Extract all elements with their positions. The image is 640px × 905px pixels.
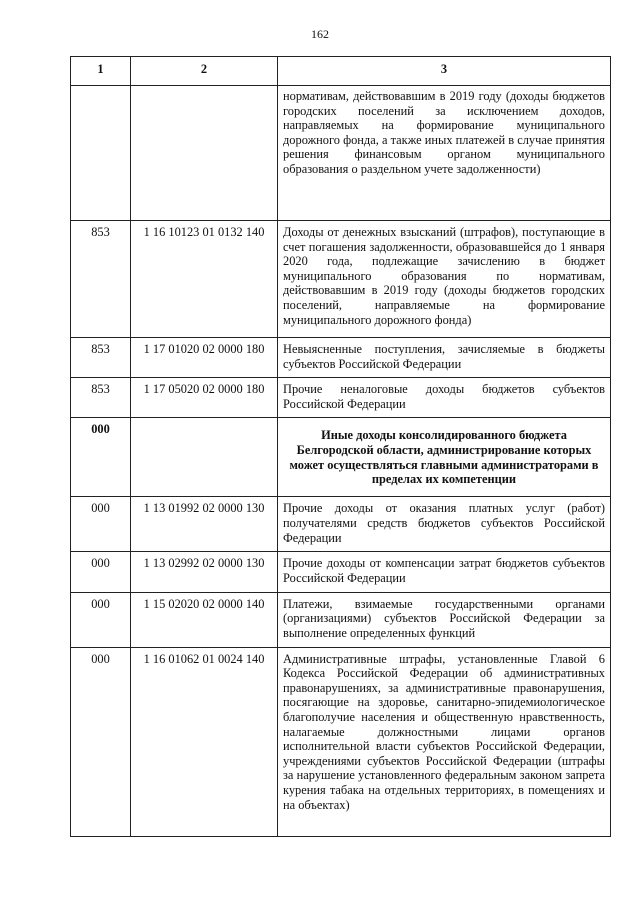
description-cell: нормативам, действовавшим в 2019 году (доходы бюджетов городских поселений за исключением доходов, направляемых на формирование муниципального дорожного фонда, а также иных платежей в случае принятия решения финансовым органом муниципального образования о раздельном учете задолженности) <box>278 86 611 221</box>
budget-code-cell <box>131 86 278 221</box>
budget-code-cell: 1 13 02992 02 0000 130 <box>131 552 278 592</box>
admin-code-cell: 000 <box>71 647 131 836</box>
admin-code-cell: 853 <box>71 221 131 338</box>
admin-code-cell: 000 <box>71 592 131 647</box>
column-header-1: 1 <box>71 57 131 86</box>
budget-code-cell <box>131 418 278 497</box>
admin-code-cell: 000 <box>71 552 131 592</box>
table-row <box>71 552 611 592</box>
budget-code-cell: 1 16 10123 01 0132 140 <box>131 221 278 338</box>
description-cell: Невыясненные поступления, зачисляемые в бюджеты субъектов Российской Федерации <box>278 338 611 378</box>
description-cell: Прочие доходы от компенсации затрат бюджетов субъектов Российской Федерации <box>278 552 611 592</box>
admin-code-cell: 000 <box>71 497 131 552</box>
description-cell: Прочие неналоговые доходы бюджетов субъектов Российской Федерации <box>278 378 611 418</box>
section-heading-row <box>71 418 611 497</box>
column-header-3: 3 <box>278 57 611 86</box>
table-row <box>71 221 611 338</box>
column-header-2: 2 <box>131 57 278 86</box>
table-row <box>71 86 611 221</box>
admin-code-cell <box>71 86 131 221</box>
budget-code-cell: 1 15 02020 02 0000 140 <box>131 592 278 647</box>
table-row <box>71 378 611 418</box>
section-heading-cell: Иные доходы консолидированного бюджета Белгородской области, администрирование которых может осуществляться главными администраторами в пределах их компетенции <box>278 418 611 497</box>
admin-code-cell: 853 <box>71 378 131 418</box>
table-row <box>71 647 611 836</box>
revenue-codes-table <box>70 56 611 837</box>
table-header-row <box>71 57 611 86</box>
page-number: 162 <box>311 27 329 41</box>
budget-code-cell: 1 17 01020 02 0000 180 <box>131 338 278 378</box>
description-cell: Платежи, взимаемые государственными органами (организациями) субъектов Российской Федерации за выполнение определенных функций <box>278 592 611 647</box>
budget-code-cell: 1 17 05020 02 0000 180 <box>131 378 278 418</box>
admin-code-cell: 853 <box>71 338 131 378</box>
table-row <box>71 338 611 378</box>
table-row <box>71 497 611 552</box>
budget-code-cell: 1 16 01062 01 0024 140 <box>131 647 278 836</box>
description-cell: Доходы от денежных взысканий (штрафов), поступающие в счет погашения задолженности, образовавшейся до 1 января 2020 года, подлежащие зачислению в бюджет муниципального образования по нормативам, действовавшим в 2019 году (доходы бюджетов городских поселений, направляемые на формирование муниципального дорожного фонда) <box>278 221 611 338</box>
description-cell: Административные штрафы, установленные Главой 6 Кодекса Российской Федерации об административных правонарушениях, за административные правонарушения, посягающие на здоровье, санитарно-эпидемиологическое благополучие населения и общественную нравственность, налагаемые должностными лицами органов исполнительной власти субъектов Российской Федерации, учреждениями субъектов Российской Федерации (штрафы за нарушение установленного федеральным законом запрета курения табака на отдельных территориях, в помещениях и на объектах) <box>278 647 611 836</box>
table-row <box>71 592 611 647</box>
budget-code-cell: 1 13 01992 02 0000 130 <box>131 497 278 552</box>
description-cell: Прочие доходы от оказания платных услуг (работ) получателями средств бюджетов субъектов Российской Федерации <box>278 497 611 552</box>
admin-code-cell: 000 <box>71 418 131 497</box>
